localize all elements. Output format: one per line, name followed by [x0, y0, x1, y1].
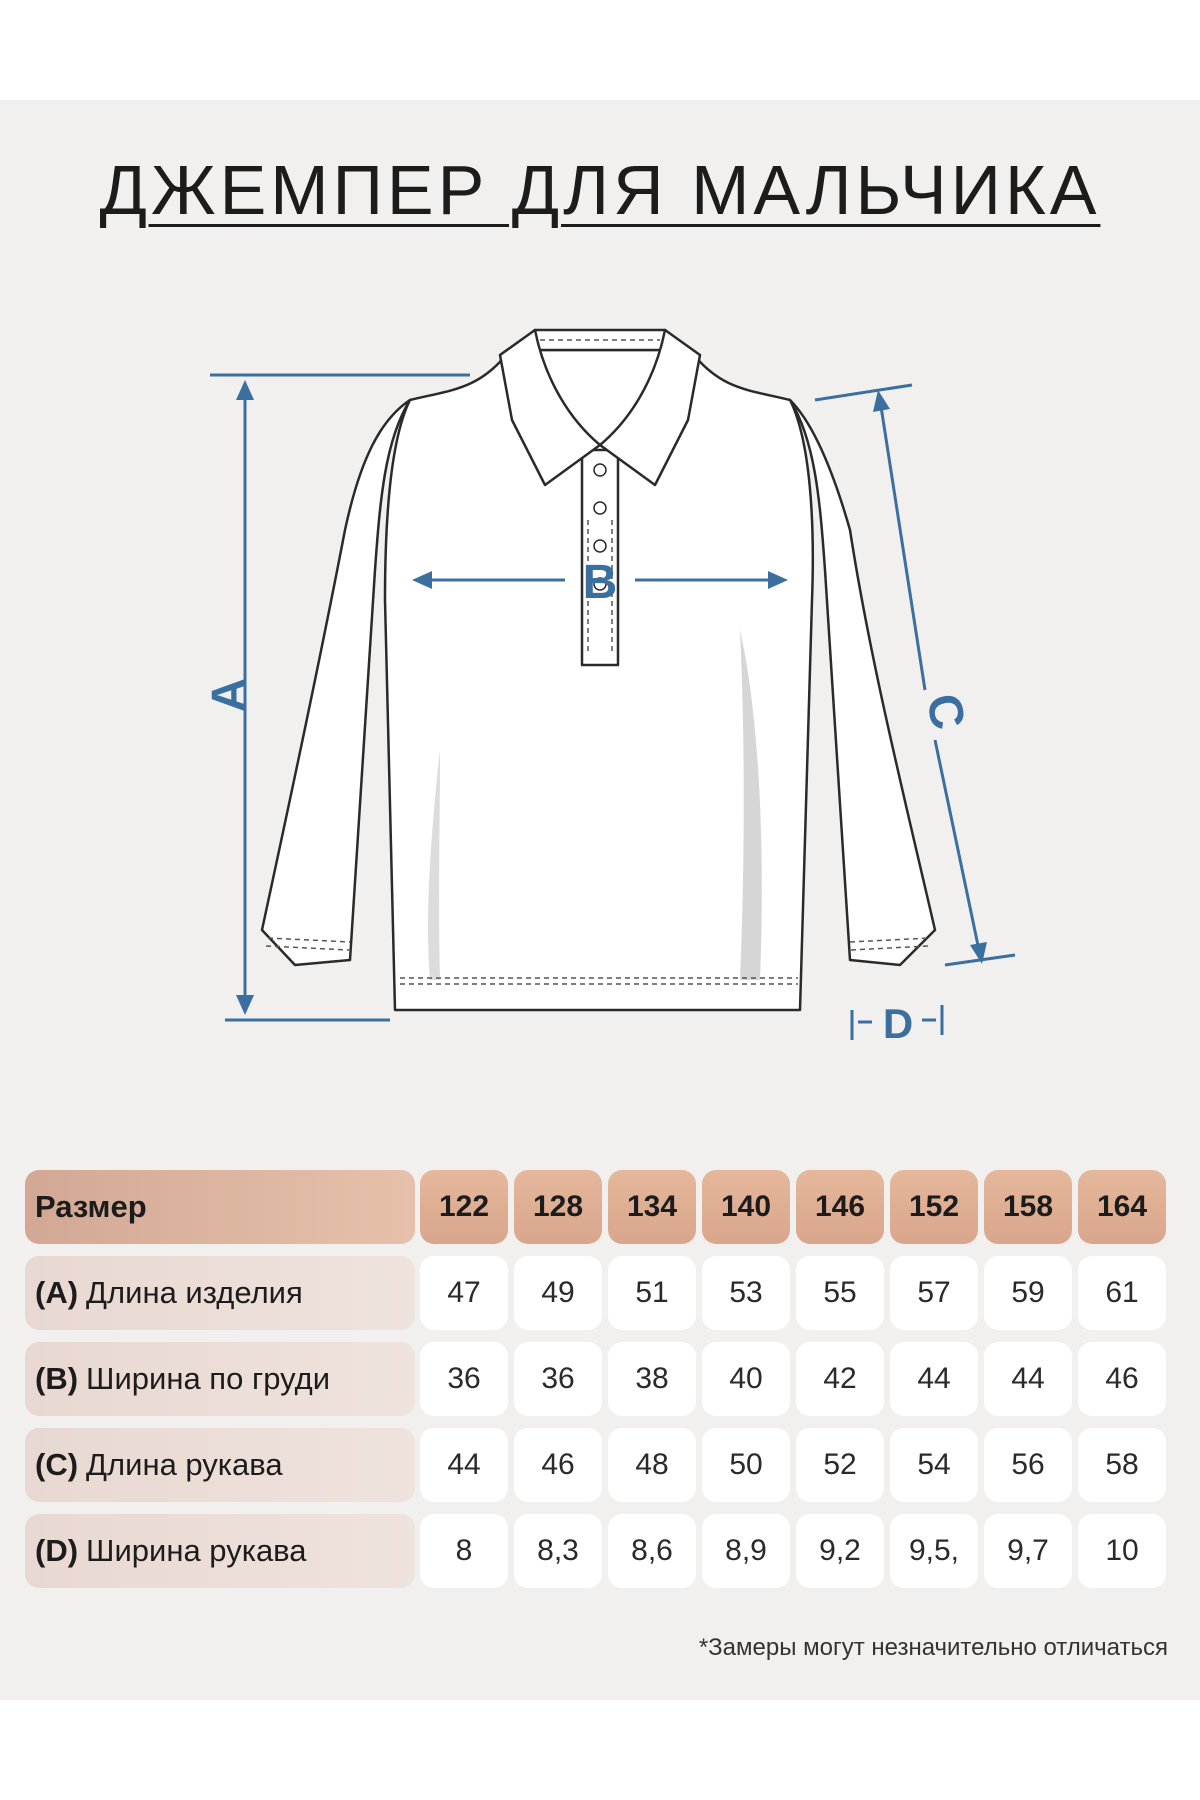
value-cell: 8 [420, 1514, 508, 1588]
table-row [25, 1428, 1170, 1502]
size-cell: 140 [702, 1170, 790, 1244]
value-cell: 52 [796, 1428, 884, 1502]
label-c: C [915, 689, 975, 735]
value-cell: 9,7 [984, 1514, 1072, 1588]
value-cell: 9,2 [796, 1514, 884, 1588]
size-header-label: Размер [25, 1170, 415, 1244]
size-cell: 152 [890, 1170, 978, 1244]
value-cell: 42 [796, 1342, 884, 1416]
row-code: (D) [35, 1533, 79, 1568]
row-name: Ширина по груди [86, 1361, 331, 1396]
row-name: Длина рукава [86, 1447, 283, 1482]
value-cell: 44 [420, 1428, 508, 1502]
value-cell: 46 [514, 1428, 602, 1502]
value-cell: 44 [984, 1342, 1072, 1416]
size-cell: 158 [984, 1170, 1072, 1244]
polo-shirt-illustration [262, 330, 935, 1010]
value-cell: 47 [420, 1256, 508, 1330]
row-code: (A) [35, 1275, 79, 1310]
size-table [25, 1170, 1170, 1600]
table-row [25, 1256, 1170, 1330]
garment-diagram [0, 100, 1200, 1100]
row-label [25, 1342, 415, 1416]
value-cell: 9,5, [890, 1514, 978, 1588]
row-name: Ширина рукава [86, 1533, 307, 1568]
value-cell: 53 [702, 1256, 790, 1330]
label-a: A [203, 677, 256, 713]
value-cell: 36 [514, 1342, 602, 1416]
size-cell: 128 [514, 1170, 602, 1244]
value-cell: 8,6 [608, 1514, 696, 1588]
table-row [25, 1514, 1170, 1588]
size-chart-sheet [0, 100, 1200, 1700]
value-cell: 55 [796, 1256, 884, 1330]
value-cell: 10 [1078, 1514, 1166, 1588]
value-cell: 54 [890, 1428, 978, 1502]
row-code: (B) [35, 1361, 79, 1396]
value-cell: 8,9 [702, 1514, 790, 1588]
value-cell: 58 [1078, 1428, 1166, 1502]
value-cell: 51 [608, 1256, 696, 1330]
table-header-row [25, 1170, 1170, 1244]
value-cell: 57 [890, 1256, 978, 1330]
value-cell: 8,3 [514, 1514, 602, 1588]
value-cell: 61 [1078, 1256, 1166, 1330]
row-name: Длина изделия [86, 1275, 303, 1310]
value-cell: 50 [702, 1428, 790, 1502]
value-cell: 36 [420, 1342, 508, 1416]
row-label [25, 1514, 415, 1588]
size-cell: 146 [796, 1170, 884, 1244]
size-cell: 122 [420, 1170, 508, 1244]
value-cell: 48 [608, 1428, 696, 1502]
size-cell: 164 [1078, 1170, 1166, 1244]
value-cell: 56 [984, 1428, 1072, 1502]
row-code: (C) [35, 1447, 79, 1482]
value-cell: 44 [890, 1342, 978, 1416]
measurement-note: *Замеры могут незначительно отличаться [698, 1634, 1168, 1661]
value-cell: 49 [514, 1256, 602, 1330]
label-b: B [582, 556, 618, 609]
label-d: D [882, 1000, 914, 1047]
value-cell: 46 [1078, 1342, 1166, 1416]
value-cell: 59 [984, 1256, 1072, 1330]
value-cell: 38 [608, 1342, 696, 1416]
size-cell: 134 [608, 1170, 696, 1244]
table-row [25, 1342, 1170, 1416]
page-title: ДЖЕМПЕР ДЛЯ МАЛЬЧИКА [99, 151, 1101, 229]
row-label [25, 1428, 415, 1502]
value-cell: 40 [702, 1342, 790, 1416]
row-label [25, 1256, 415, 1330]
